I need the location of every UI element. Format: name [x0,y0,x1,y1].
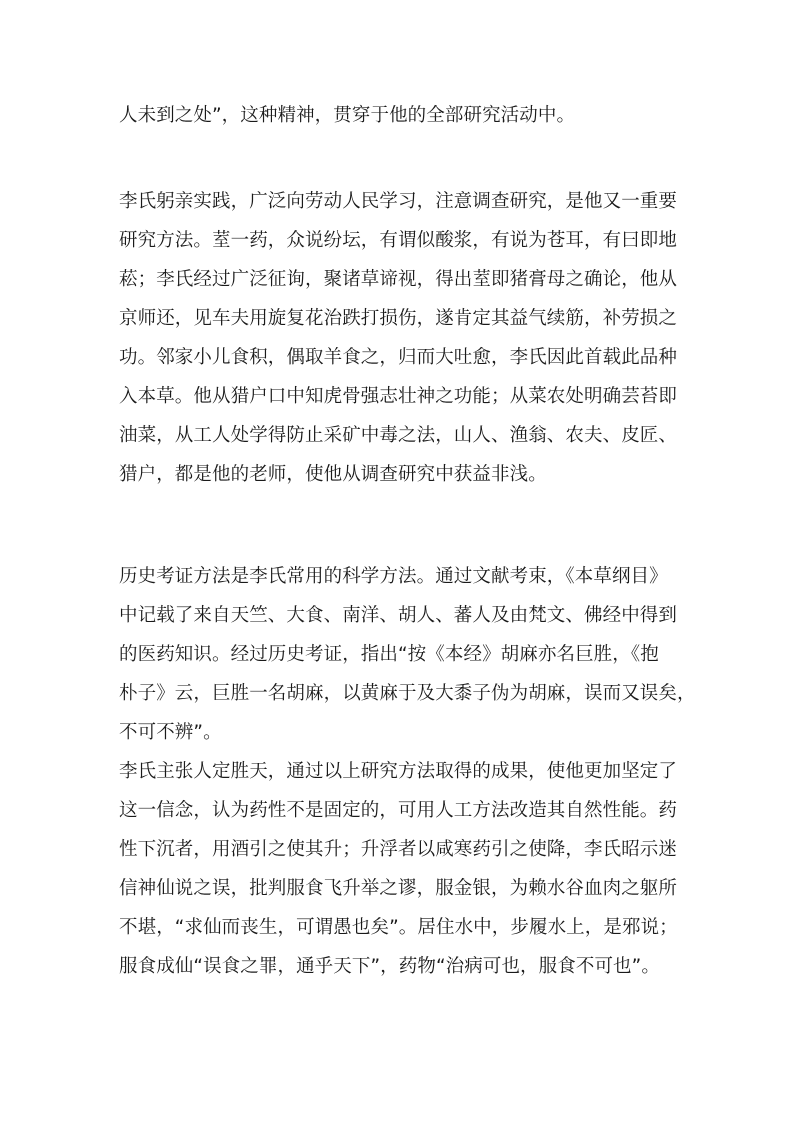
text-line: 中记载了来自天竺、大食、南洋、胡人、蕃人及由梵文、佛经中得到 [119,605,678,626]
text-line: 不可不辨”。 [119,722,222,743]
text-line: 性下沉者，用酒引之使其升；升浮者以咸寒药引之使降，李氏昭示迷 [119,839,678,860]
text-line: 服食成仙“误食之罪，通乎天下”，药物“治病可也，服食不可也”。 [119,956,660,977]
text-line: 李氏主张人定胜天，通过以上研究方法取得的成果，使他更加坚定了 [119,761,678,782]
text-line: 历史考证方法是李氏常用的科学方法。通过文献考束，《本草纲目》 [119,566,668,587]
text-line: 这一信念，认为药性不是固定的，可用人工方法改造其自然性能。药 [119,800,678,821]
text-line: 菘；李氏经过广泛征询，聚诸草谛视，得出荎即猪膏母之确论，他从 [119,269,678,290]
text-line: 的医药知识。经过历史考证，指出“按《本经》胡麻亦名巨胜，《抱 [119,644,659,665]
text-line: 朴子》云，巨胜一名胡麻，以黄麻于及大黍子伪为胡麻，误而又误矣， [119,683,696,704]
text-line: 不堪，“求仙而丧生，可谓愚也矣”。居住水中，步履水上，是邪说； [119,917,678,938]
text-line: 油菜，从工人处学得防止采矿中毒之法，山人、渔翁、农夫、皮匠、 [119,425,678,446]
text-line: 功。邻家小儿食积，偶取羊食之，归而大吐愈，李氏因此首载此品种 [119,347,678,368]
text-line: 研究方法。荎一药，众说纷坛，有谓似酸浆，有说为苍耳，有曰即地 [119,230,678,251]
text-line: 猎户，都是他的老师，使他从调查研究中获益非浅。 [119,464,547,485]
text-line: 信神仙说之误，批判服食飞升举之谬，服金银，为赖水谷血肉之躯所 [119,878,678,899]
text-line: 人未到之处”，这种精神，贯穿于他的全部研究活动中。 [119,105,576,126]
text-line: 京师还，见车夫用旋复花治跌打损伤，遂肯定其益气续筋，补劳损之 [119,308,678,329]
text-line: 入本草。他从猎户口中知虎骨强志壮神之功能；从菜农处明确芸苔即 [119,386,678,407]
text-line: 李氏躬亲实践，广泛向劳动人民学习，注意调查研究，是他又一重要 [119,191,678,212]
